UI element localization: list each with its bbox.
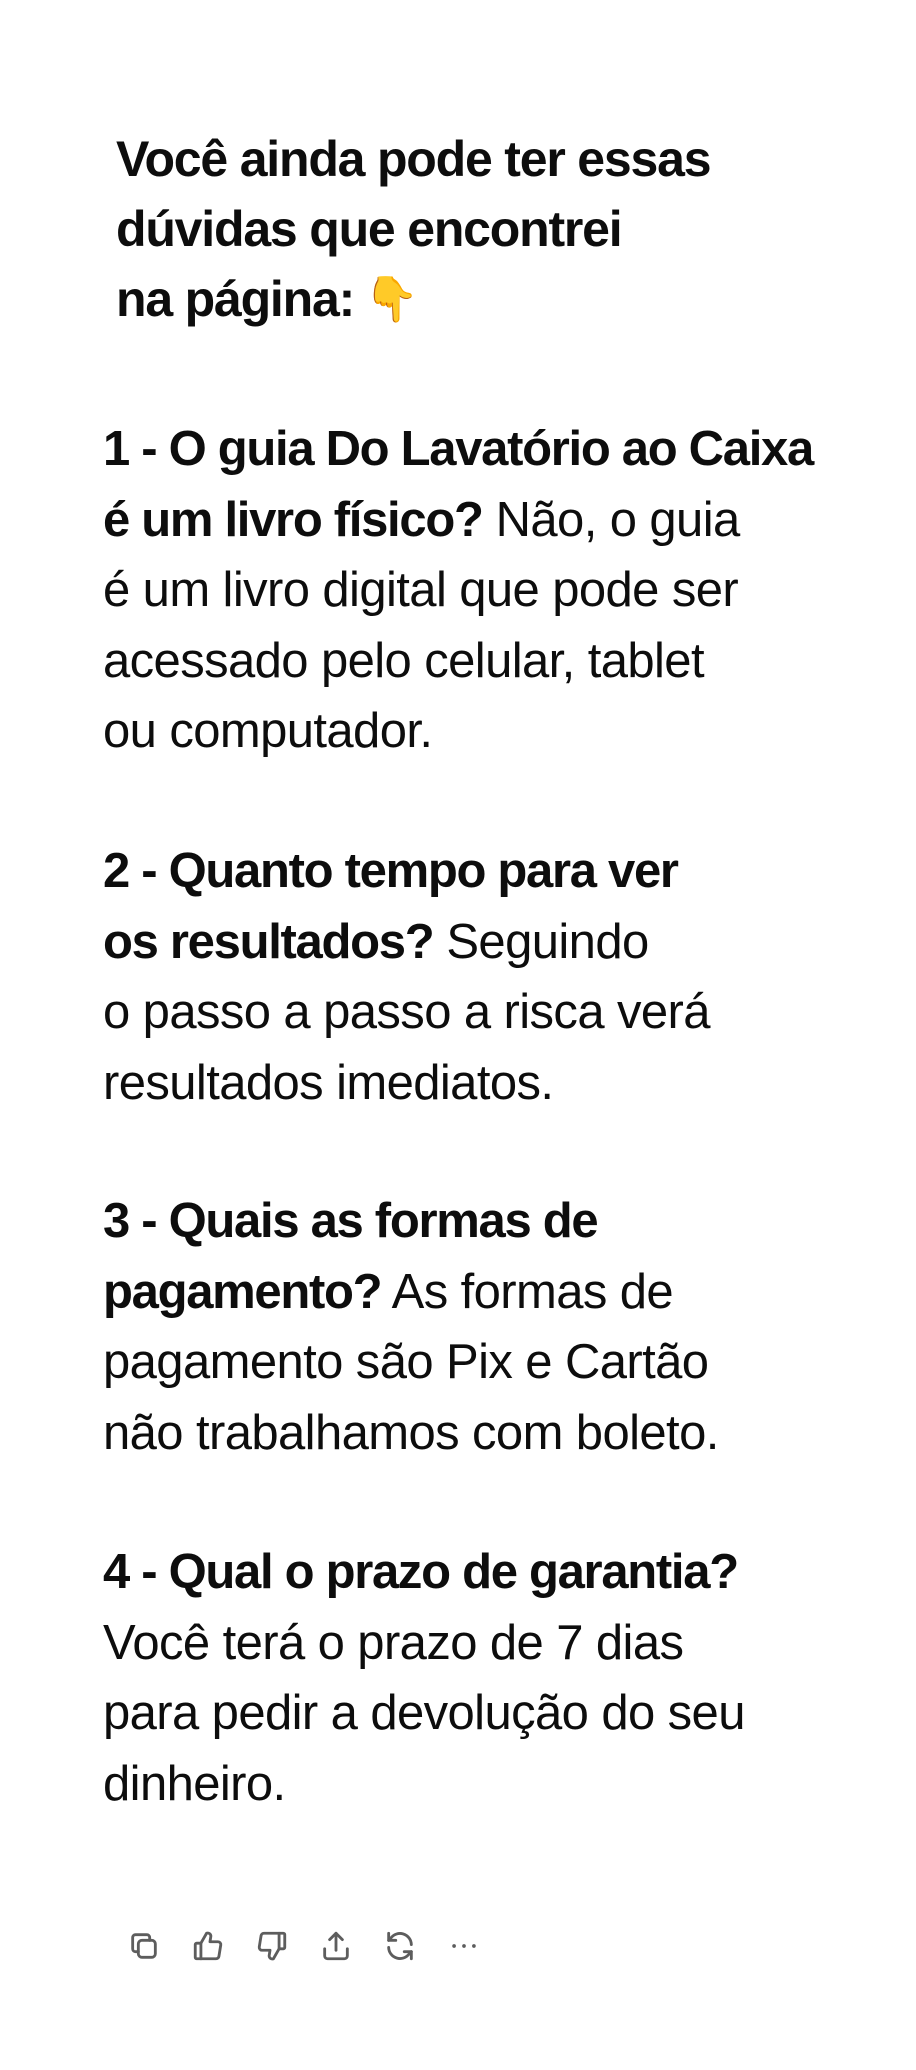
regenerate-icon: [383, 1929, 417, 1963]
faq-line: [103, 1537, 843, 1608]
intro-heading: [116, 124, 836, 335]
faq-answer: As formas de: [381, 1264, 674, 1319]
faq-question: pagamento?: [103, 1264, 382, 1319]
intro-line-text: na página:: [116, 271, 355, 327]
faq-item: [103, 1186, 843, 1468]
intro-line: dúvidas que encontrei: [116, 201, 622, 257]
faq-number: 3 -: [103, 1194, 169, 1248]
faq-answer: dinheiro.: [103, 1756, 286, 1811]
faq-line: [103, 1257, 843, 1328]
faq-item: [103, 836, 843, 1118]
faq-answer: acessado pelo celular, tablet: [103, 633, 704, 688]
faq-number: 2 -: [103, 844, 169, 898]
intro-line: Você ainda pode ter essas: [116, 131, 711, 187]
faq-number: 4 -: [103, 1545, 169, 1599]
faq-question: os resultados?: [103, 914, 434, 969]
message-actions-toolbar: [124, 1926, 484, 1966]
faq-line: [103, 1186, 843, 1257]
faq-question: Quais as formas de: [168, 1194, 598, 1248]
faq-answer: pagamento são Pix e Cartão: [103, 1335, 709, 1389]
bad-response-button[interactable]: [252, 1926, 292, 1966]
faq-item: [103, 414, 843, 767]
faq-line: [103, 836, 843, 907]
regenerate-button[interactable]: [380, 1926, 420, 1966]
faq-line: [103, 414, 843, 485]
faq-answer: para pedir a devolução do seu: [103, 1686, 745, 1740]
intro-line: [116, 264, 836, 335]
share-icon: [319, 1929, 353, 1963]
faq-answer: Não, o guia: [482, 492, 740, 547]
faq-question: Qual o prazo de garantia?: [168, 1545, 738, 1599]
faq-answer: é um livro digital que pode ser: [103, 563, 739, 617]
copy-icon: [127, 1929, 161, 1963]
faq-line: [103, 485, 843, 556]
faq-item: [103, 1537, 843, 1819]
pointing-down-emoji: 👇: [364, 274, 418, 325]
faq-number: 1 -: [103, 422, 169, 476]
faq-question: O guia Do Lavatório ao Caixa: [168, 422, 813, 476]
faq-question: Quanto tempo para ver: [168, 844, 678, 898]
share-button[interactable]: [316, 1926, 356, 1966]
faq-answer: Seguindo: [433, 914, 649, 969]
copy-button[interactable]: [124, 1926, 164, 1966]
good-response-button[interactable]: [188, 1926, 228, 1966]
faq-question: é um livro físico?: [103, 492, 483, 547]
faq-answer: não trabalhamos com boleto.: [103, 1405, 719, 1460]
more-icon: [447, 1929, 481, 1963]
faq-answer: resultados imediatos.: [103, 1055, 554, 1110]
thumbs-up-icon: [191, 1929, 225, 1963]
faq-answer: Você terá o prazo de 7 dias: [103, 1615, 684, 1670]
faq-answer: ou computador.: [103, 704, 433, 758]
faq-line: [103, 907, 843, 978]
faq-answer: o passo a passo a risca verá: [103, 985, 710, 1039]
thumbs-down-icon: [255, 1929, 289, 1963]
more-options-button[interactable]: [444, 1926, 484, 1966]
